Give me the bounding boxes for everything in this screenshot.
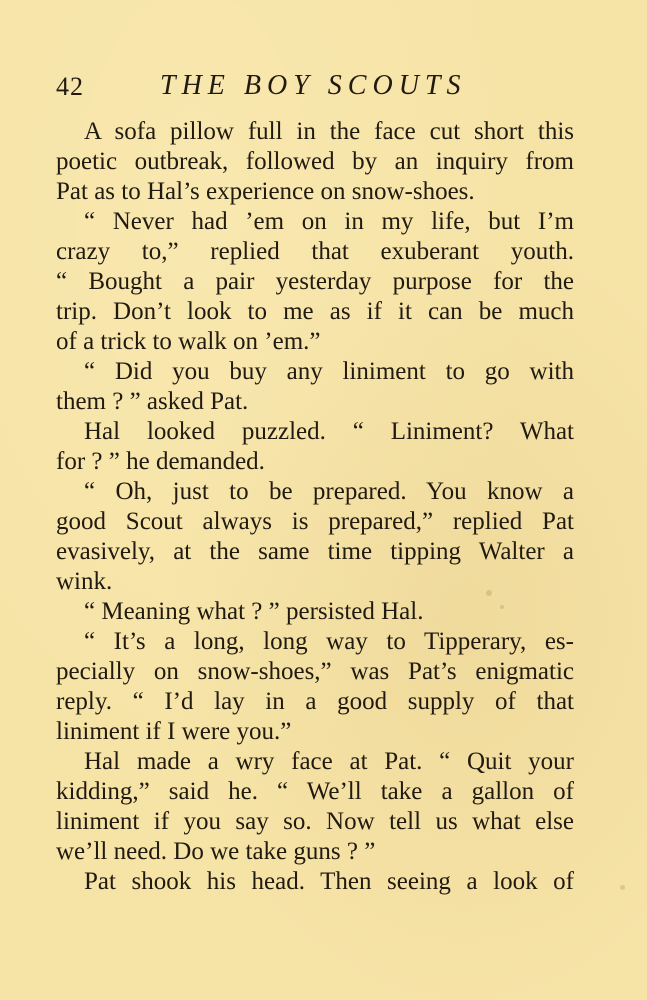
text-line: “ It’s a long, long way to Tipperary, es- xyxy=(84,628,574,655)
text-line: “ Did you buy any liniment to go with xyxy=(84,358,574,385)
text-line: “ Meaning what ? ” persisted Hal. xyxy=(84,598,424,625)
text-line: kidding,” said he. “ We’ll take a gallon of xyxy=(56,778,574,805)
text-line: liniment if I were you.” xyxy=(56,718,292,745)
text-line: them ? ” asked Pat. xyxy=(56,388,249,415)
text-line: “ Oh, just to be prepared. You know a xyxy=(84,478,574,505)
text-line: for ? ” he demanded. xyxy=(56,448,265,475)
text-line: Pat as to Hal’s experience on snow-shoes. xyxy=(56,178,475,205)
text-line: trip. Don’t look to me as if it can be much xyxy=(56,298,574,325)
text-line: poetic outbreak, followed by an inquiry from xyxy=(56,148,574,175)
text-line: pecially on snow-shoes,” was Pat’s enigmatic xyxy=(56,658,574,685)
page-number: 42 xyxy=(56,72,84,101)
text-line: liniment if you say so. Now tell us what else xyxy=(56,808,574,835)
body-text xyxy=(56,117,574,897)
paper-speck xyxy=(486,590,492,596)
page-header xyxy=(56,70,576,110)
text-line: reply. “ I’d lay in a good supply of that xyxy=(56,688,574,715)
running-title: THE BOY SCOUTS xyxy=(160,70,467,101)
text-line: “ Bought a pair yesterday purpose for the xyxy=(56,268,574,295)
paper-speck xyxy=(620,885,625,890)
text-line: Pat shook his head. Then seeing a look of xyxy=(84,868,574,895)
text-line: crazy to,” replied that exuberant youth. xyxy=(56,238,574,265)
paper-speck xyxy=(500,605,504,609)
text-line: wink. xyxy=(56,568,113,595)
text-line: good Scout always is prepared,” replied Pat xyxy=(56,508,574,535)
text-line: evasively, at the same time tipping Walter a xyxy=(56,538,574,565)
text-line: Hal made a wry face at Pat. “ Quit your xyxy=(84,748,574,775)
text-line: of a trick to walk on ’em.” xyxy=(56,328,321,355)
text-line: we’ll need. Do we take guns ? ” xyxy=(56,838,376,865)
text-line: A sofa pillow full in the face cut short this xyxy=(84,118,574,145)
text-line: Hal looked puzzled. “ Liniment? What xyxy=(84,418,574,445)
text-line: “ Never had ’em on in my life, but I’m xyxy=(84,208,574,235)
